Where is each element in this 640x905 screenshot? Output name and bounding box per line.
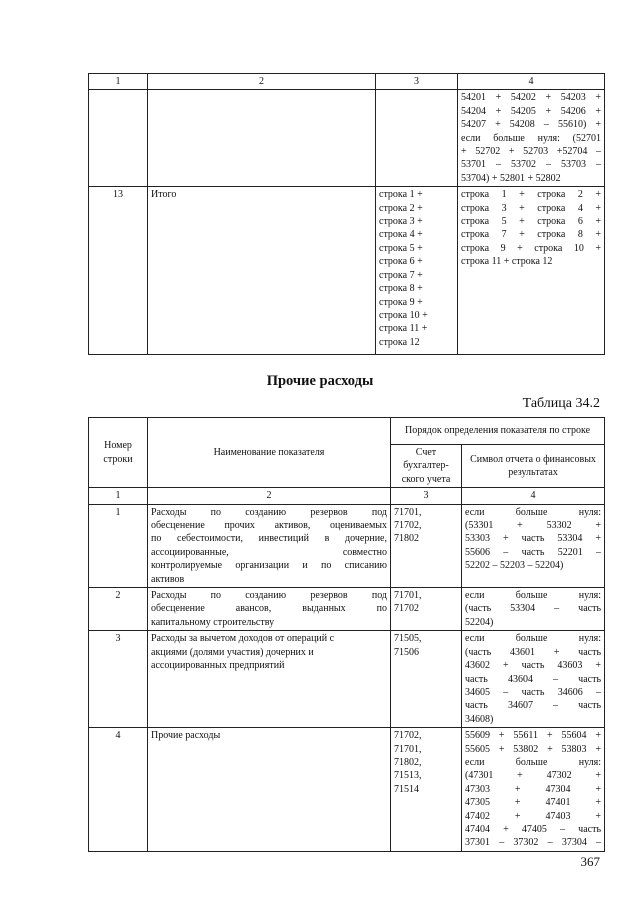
account-line: строка 9 + — [379, 296, 423, 308]
col-number-2: 2 — [148, 488, 391, 504]
name-line: обесценение авансов, выданных по — [151, 603, 387, 615]
account-line: строка 2 + — [379, 202, 423, 214]
section-title: Прочие расходы — [266, 373, 374, 389]
symbol-line: 55605 + 53802 + 53803 + — [465, 743, 602, 755]
indicator-name — [148, 504, 391, 587]
account-line: строка 12 — [379, 336, 420, 348]
symbol-line: 47404 + 47405 – часть — [465, 823, 602, 835]
symbol-line: 54207 + 54208 – 55610) + — [461, 119, 601, 131]
indicator-name — [148, 728, 391, 852]
table-row — [89, 504, 605, 587]
symbol-line: (53301 + 53302 + — [465, 520, 602, 532]
indicator-name — [148, 588, 391, 631]
symbol-line: часть 34607 – часть — [465, 700, 602, 712]
account-cell — [391, 631, 462, 728]
table-caption: Таблица 34.2 — [522, 396, 600, 411]
header-account: Счет бухгалтер-ского учета — [391, 445, 462, 488]
name-line: Прочие расходы — [151, 730, 221, 742]
table-row — [89, 187, 605, 355]
symbol-line: (часть 53304 – часть — [465, 603, 602, 615]
symbol-line: 54201 + 54202 + 54203 + — [461, 92, 601, 104]
col-number-1: 1 — [89, 74, 148, 90]
symbol-line: (47301 + 47302 + — [465, 770, 602, 782]
symbol-line: строка 11 + строка 12 — [461, 256, 553, 268]
name-line: обесценение прочих активов, оцениваемых — [151, 520, 387, 532]
col-number-4: 4 — [458, 74, 605, 90]
name-line: активов — [151, 573, 185, 585]
symbol-line: 34608) — [465, 713, 494, 725]
table-header-row — [89, 418, 605, 445]
table-row — [89, 631, 605, 728]
symbol-line: 47402 + 47403 + — [465, 810, 602, 822]
account-cell — [376, 90, 458, 187]
symbol-line: 53701 – 53702 – 53703 – — [461, 159, 601, 171]
symbol-line: 47303 + 47304 + — [465, 783, 602, 795]
table-row — [89, 728, 605, 852]
indicator-name — [148, 90, 376, 187]
account-line: строка 1 + — [379, 189, 423, 201]
account-line: 71701, — [394, 590, 422, 602]
account-cell — [391, 504, 462, 587]
row-number: 3 — [89, 631, 148, 728]
continuation-table — [88, 73, 605, 355]
indicator-name: Итого — [148, 187, 376, 355]
account-line: 71702, — [394, 730, 422, 742]
symbol-line: 43602 + часть 43603 + — [465, 660, 602, 672]
indicator-name — [148, 631, 391, 728]
symbol-line: строка 1 + строка 2 + — [461, 189, 601, 201]
account-line: 71802, — [394, 756, 422, 768]
symbol-line: строка 9 + строка 10 + — [461, 242, 601, 254]
account-line: 71802 — [394, 533, 419, 545]
account-line: строка 5 + — [379, 242, 423, 254]
row-number: 4 — [89, 728, 148, 852]
name-line: Расходы за вычетом доходов от операций с — [151, 633, 335, 645]
row-number: 13 — [89, 187, 148, 355]
symbol-line: 55606 – часть 52201 – — [465, 546, 602, 558]
symbol-line: 53303 + часть 53304 + — [465, 533, 602, 545]
symbol-line: (часть 43601 + часть — [465, 646, 602, 658]
account-line: 71701, — [394, 743, 422, 755]
name-line: акциями (долями участия) дочерних и — [151, 646, 314, 658]
account-line: строка 8 + — [379, 283, 423, 295]
symbol-line: 54204 + 54205 + 54206 + — [461, 105, 601, 117]
symbol-line: строка 5 + строка 6 + — [461, 216, 601, 228]
header-indicator-name: Наименование показателя — [148, 418, 391, 488]
symbol-line: 52202 – 52203 – 52204) — [465, 560, 564, 572]
col-number-3: 3 — [376, 74, 458, 90]
symbol-line: 47305 + 47401 + — [465, 797, 602, 809]
account-line: строка 6 + — [379, 256, 423, 268]
col-number-4: 4 — [462, 488, 605, 504]
symbol-line: 52204) — [465, 616, 494, 628]
symbol-line: часть 43604 – часть — [465, 673, 602, 685]
table-row — [89, 90, 605, 187]
name-line: ассоциированные, совместно — [151, 546, 387, 558]
account-line: 71701, — [394, 506, 422, 518]
account-cell — [391, 728, 462, 852]
name-line: ассоциированных предприятий — [151, 660, 285, 672]
symbol-line: 53704) + 52801 + 52802 — [461, 172, 561, 184]
table-row — [89, 588, 605, 631]
name-line: контролируемые организации и по списанию — [151, 560, 387, 572]
symbol-line: 55609 + 55611 + 55604 + — [465, 730, 602, 742]
symbol-line: 34605 – часть 34606 – — [465, 686, 602, 698]
account-line: 71514 — [394, 783, 419, 795]
account-line: 71505, — [394, 633, 422, 645]
symbol-cell — [458, 187, 605, 355]
column-numbers-row — [89, 488, 605, 504]
account-line: 71702, — [394, 520, 422, 532]
header-row-number: Номер строки — [89, 418, 148, 488]
account-cell — [376, 187, 458, 355]
symbol-cell — [462, 728, 605, 852]
account-line: строка 11 + — [379, 323, 428, 335]
account-line: строка 4 + — [379, 229, 423, 241]
col-number-1: 1 — [89, 488, 148, 504]
name-line: Расходы по созданию резервов под — [151, 590, 387, 602]
table-header-row — [89, 74, 605, 90]
symbol-cell — [462, 504, 605, 587]
account-line: строка 7 + — [379, 269, 423, 281]
col-number-3: 3 — [391, 488, 462, 504]
other-expenses-table — [88, 417, 605, 852]
symbol-line: если больше нуля: — [465, 756, 602, 768]
account-line: 71513, — [394, 770, 422, 782]
account-line: строка 10 + — [379, 309, 428, 321]
name-line: капитальному строительству — [151, 616, 275, 628]
name-line: по себестоимости, инвестиций в дочерние, — [151, 533, 387, 545]
symbol-line: если больше нуля: — [465, 506, 602, 518]
row-number: 2 — [89, 588, 148, 631]
symbol-line: строка 7 + строка 8 + — [461, 229, 601, 241]
symbol-cell — [462, 588, 605, 631]
symbol-line: если больше нуля: — [465, 633, 602, 645]
symbol-line: если больше нуля: (52701 — [461, 132, 601, 144]
header-procedure: Порядок определения показателя по строке — [391, 418, 605, 445]
account-cell — [391, 588, 462, 631]
row-number: 1 — [89, 504, 148, 587]
symbol-cell — [458, 90, 605, 187]
symbol-line: 37301 – 37302 – 37304 – — [465, 837, 602, 849]
name-line: Расходы по созданию резервов под — [151, 506, 387, 518]
header-symbol: Символ отчета о финансовых результатах — [462, 445, 605, 488]
symbol-line: + 52702 + 52703 +52704 – — [461, 146, 601, 158]
col-number-2: 2 — [148, 74, 376, 90]
symbol-line: если больше нуля: — [465, 590, 602, 602]
row-number — [89, 90, 148, 187]
page-number: 367 — [580, 854, 600, 869]
account-line: 71702 — [394, 603, 419, 615]
account-line: 71506 — [394, 646, 419, 658]
symbol-line: строка 3 + строка 4 + — [461, 202, 601, 214]
account-line: строка 3 + — [379, 216, 423, 228]
symbol-cell — [462, 631, 605, 728]
